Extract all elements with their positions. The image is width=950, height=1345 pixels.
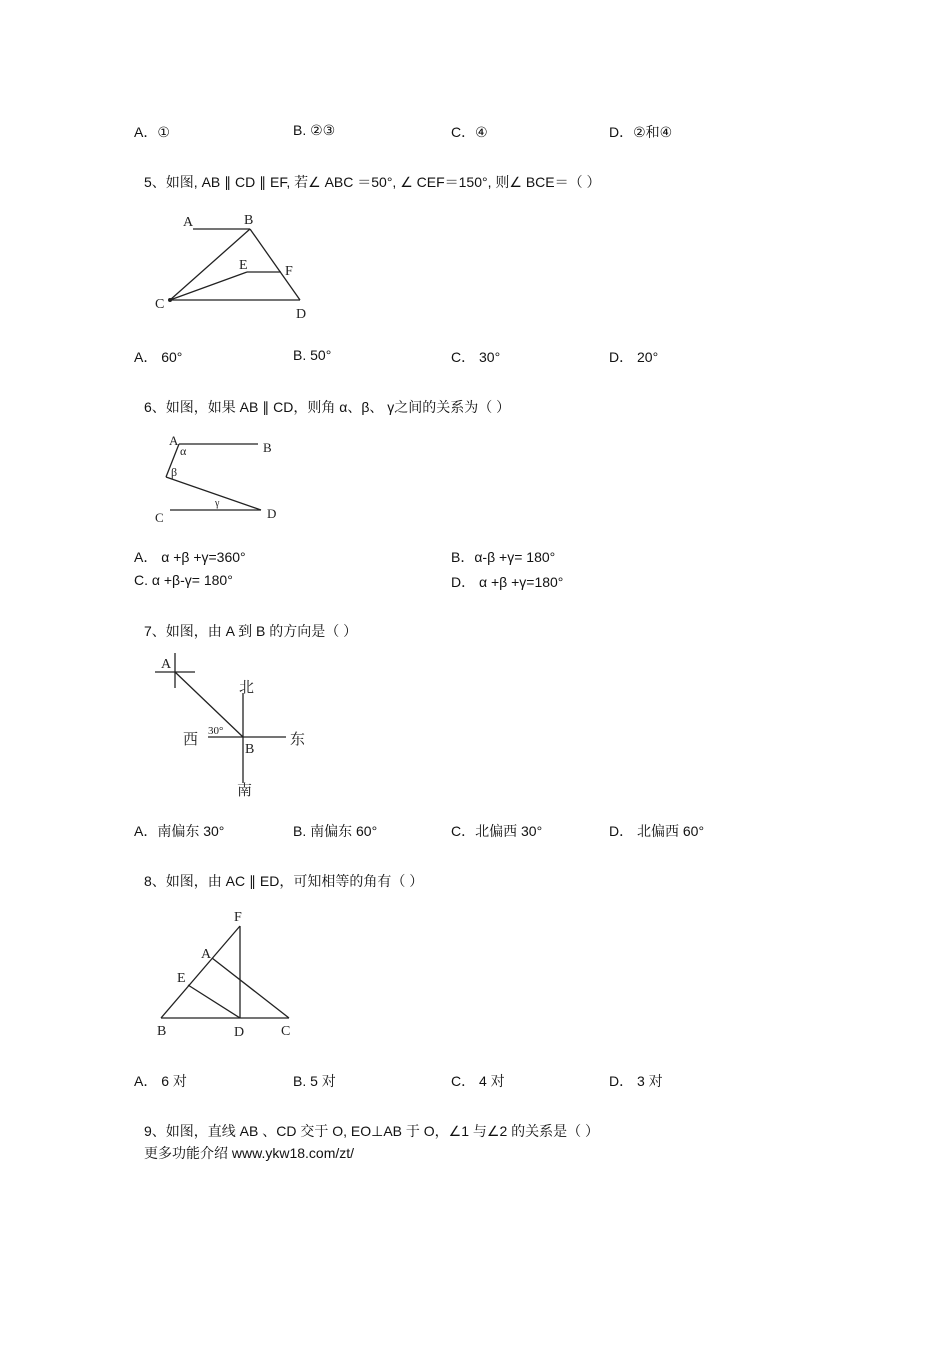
- q8-label-a: A: [201, 947, 212, 962]
- q7-label-east: 东: [290, 730, 306, 748]
- q7-label-west: 西: [183, 730, 199, 748]
- q6-label-b: B: [263, 440, 272, 455]
- q7-figure: [150, 648, 320, 803]
- q7-option-b: B. 南偏东 60°: [293, 823, 378, 839]
- q7-option-d: D． 北偏西 60°: [609, 823, 705, 839]
- q8-label-f: F: [234, 910, 242, 925]
- q6-label-beta: β: [171, 465, 178, 479]
- q6-label-gamma: γ: [215, 498, 220, 509]
- q6-stem: 6、如图，如果 AB ∥ CD，则角 α、β、 γ之间的关系为（ ）: [144, 399, 511, 415]
- q8-option-b: B. 5 对: [293, 1073, 336, 1089]
- q8-figure: [150, 906, 300, 1041]
- q7-label-b: B: [245, 742, 255, 757]
- q6-label-alpha: α: [180, 444, 187, 458]
- q6-option-d: D． α +β +γ=180°: [451, 574, 564, 590]
- q6-option-b: B．α-β +γ= 180°: [451, 549, 556, 565]
- q7-label-south: 南: [237, 781, 253, 799]
- q7-label-a: A: [161, 657, 172, 672]
- q5-option-b: B. 50°: [293, 347, 332, 363]
- q5-stem: 5、如图, AB ∥ CD ∥ EF, 若∠ ABC ＝50°, ∠ CEF＝150°, 则∠ BCE＝（ ）: [144, 174, 601, 190]
- q7-option-c: C．北偏西 30°: [451, 823, 543, 839]
- q5-label-c: C: [155, 297, 165, 312]
- q8-option-d: D． 3 对: [609, 1073, 663, 1089]
- q5-label-f: F: [285, 264, 293, 279]
- q7-stem: 7、如图，由 A 到 B 的方向是（ ）: [144, 623, 358, 639]
- q4-option-d: D．②和④: [609, 124, 673, 140]
- q8-label-c: C: [281, 1024, 291, 1039]
- q8-label-d: D: [234, 1025, 245, 1040]
- q5-label-d: D: [296, 307, 307, 322]
- footer-link-text[interactable]: 更多功能介绍 www.ykw18.com/zt/: [144, 1145, 355, 1161]
- q7-option-a: A．南偏东 30°: [134, 823, 225, 839]
- q8-option-a: A． 6 对: [134, 1073, 187, 1089]
- q8-label-b: B: [157, 1024, 167, 1039]
- q5-label-a: A: [183, 215, 194, 230]
- q5-figure: [150, 206, 320, 326]
- q8-label-e: E: [177, 971, 186, 986]
- q6-option-a: A． α +β +γ=360°: [134, 549, 246, 565]
- q6-figure: [150, 430, 290, 530]
- q7-label-angle: 30°: [208, 725, 224, 737]
- q8-option-c: C． 4 对: [451, 1073, 505, 1089]
- q4-option-a: A．①: [134, 124, 170, 140]
- q5-option-a: A． 60°: [134, 349, 183, 365]
- q6-label-d: D: [267, 506, 277, 521]
- q8-stem: 8、如图，由 AC ∥ ED，可知相等的角有（ ）: [144, 873, 424, 889]
- q5-label-e: E: [239, 258, 248, 273]
- q6-option-c: C. α +β-γ= 180°: [134, 572, 233, 588]
- q4-option-c: C．④: [451, 124, 488, 140]
- q7-label-north: 北: [239, 678, 255, 696]
- q5-option-c: C． 30°: [451, 349, 501, 365]
- q9-stem: 9、如图，直线 AB 、CD 交于 O, EO⊥AB 于 O，∠1 与∠2 的关系是（ ）: [144, 1123, 600, 1139]
- q6-label-c: C: [155, 510, 164, 525]
- q5-label-b: B: [244, 213, 254, 228]
- q4-option-b: B. ②③: [293, 122, 336, 138]
- q5-option-d: D． 20°: [609, 349, 659, 365]
- q6-label-a: A: [169, 433, 179, 448]
